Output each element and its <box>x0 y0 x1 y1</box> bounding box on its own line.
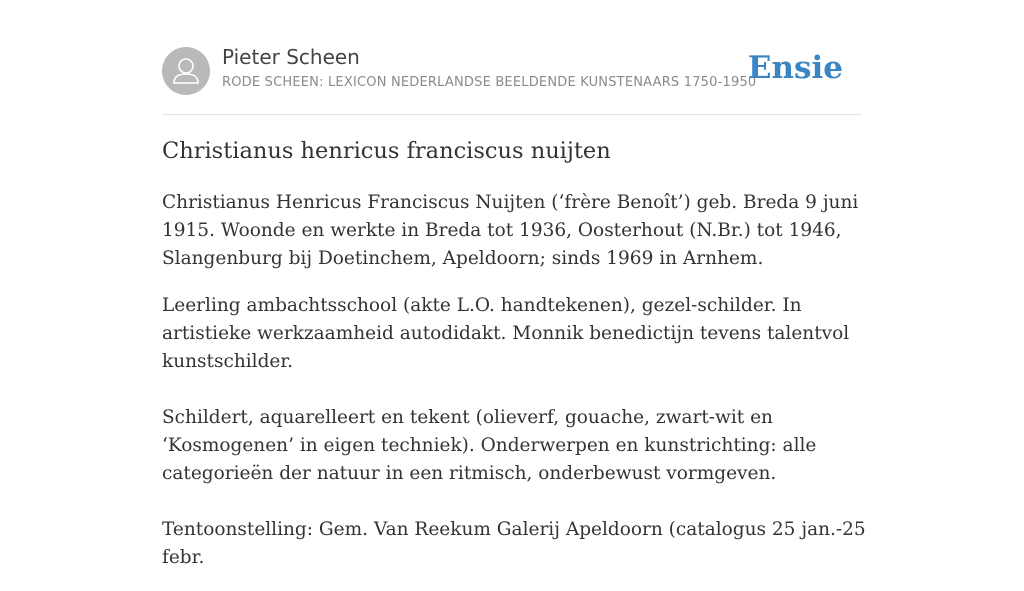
user-avatar-icon[interactable] <box>162 47 210 95</box>
ensie-logo[interactable]: Ensie <box>747 50 843 86</box>
article-header <box>162 40 862 115</box>
paragraph: Leerling ambachtsschool (akte L.O. handtekenen), gezel-schilder. In artistieke werkzaamheid autodidakt. Monnik benedictijn tevens talentvol kunstschilder. <box>162 295 850 372</box>
author-name[interactable]: Pieter Scheen <box>222 45 360 69</box>
user-silhouette-icon <box>162 47 210 95</box>
paragraph: Schildert, aquarelleert en tekent (olieverf, gouache, zwart-wit en ‘Kosmogenen’ in eigen techniek). Onderwerpen en kunstrichting: alle categorieën der natuur in een ritmisch, onderbewust vormgeven. <box>162 407 817 484</box>
article-body <box>162 189 868 591</box>
paragraph: Tentoonstelling: Gem. Van Reekum Galerij Apeldoorn (catalogus 25 jan.-25 febr. <box>162 519 866 568</box>
article-title: Christianus henricus franciscus nuijten <box>162 138 611 164</box>
paragraph: Christianus Henricus Franciscus Nuijten (‘frère Benoît’) geb. Breda 9 juni 1915. Woonde en werkte in Breda tot 1936, Oosterhout (N.Br.) tot 1946, Slangenburg bij Doetinchem, Apeldoorn; sinds 1969 in Arnhem. <box>162 192 859 269</box>
source-label[interactable]: RODE SCHEEN: LEXICON NEDERLANDSE BEELDENDE KUNSTENAARS 1750-1950 <box>222 75 757 90</box>
